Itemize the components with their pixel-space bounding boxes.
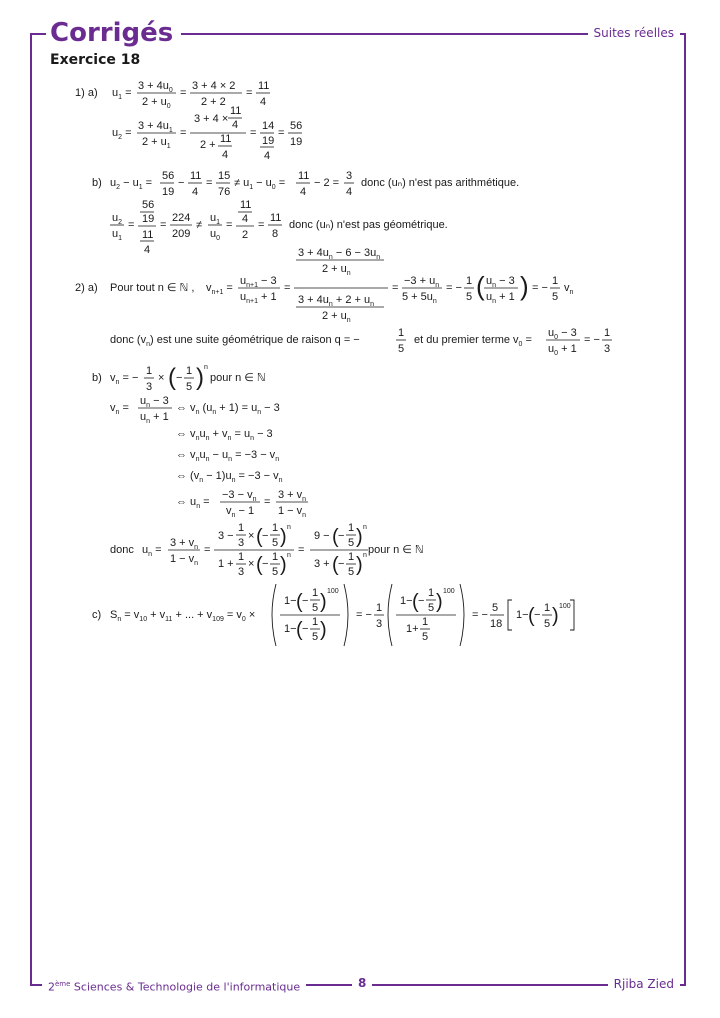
svg-text:1: 1	[552, 275, 559, 287]
svg-text:3: 3	[346, 170, 353, 182]
svg-text:= −: = −	[356, 609, 372, 621]
svg-text:vn =: $v_n$ =	[110, 402, 129, 416]
svg-text:5: 5	[422, 631, 429, 643]
svg-text:): )	[320, 591, 327, 613]
svg-text:u0 + 1: $u_0 + 1$	[548, 343, 577, 357]
svg-text:(: (	[332, 526, 339, 548]
svg-text:vn: $v_n$	[564, 282, 574, 296]
svg-text:11: 11	[240, 199, 252, 211]
svg-text:un − 3: $u_n - 3$	[140, 395, 169, 409]
svg-text:=: =	[160, 219, 167, 231]
svg-text:4: 4	[300, 186, 307, 198]
svg-text:5: 5	[398, 343, 405, 355]
svg-text:=: =	[206, 177, 213, 189]
svg-text:et du premier terme v0 =: et du premier terme $v_0$ =	[414, 334, 532, 348]
svg-text:×: ×	[248, 558, 255, 570]
svg-text:u1 =: $u_1$ =	[112, 87, 132, 101]
svg-text:5: 5	[272, 566, 279, 578]
line-13	[92, 584, 574, 646]
line-label: b)	[92, 177, 102, 189]
line-5	[110, 327, 612, 357]
line-text: Pour tout n ∈ ℕ ,	[110, 282, 195, 294]
line-text: donc	[110, 544, 134, 556]
svg-text:4: 4	[346, 186, 353, 198]
svg-text:(: (	[256, 526, 263, 548]
svg-text:2: 2	[242, 229, 249, 241]
svg-text:19: 19	[162, 186, 175, 198]
svg-text:vn = −: $v_n$ = −	[110, 372, 139, 386]
svg-text:2 + un: $2 + u_n$	[322, 310, 351, 324]
line-6	[92, 364, 266, 393]
svg-text:18: 18	[490, 618, 503, 630]
svg-text:1: 1	[238, 522, 245, 534]
svg-text:=: =	[250, 127, 257, 139]
svg-text:56: 56	[142, 199, 155, 211]
frame-left-rule	[30, 33, 32, 986]
svg-text:): )	[280, 554, 287, 576]
frame-right-rule	[684, 33, 686, 986]
line-text-2: pour n ∈ ℕ	[368, 544, 424, 556]
svg-text:5: 5	[466, 291, 473, 303]
svg-text:⇔ (vn − 1)un = −3 − vn: ⇔ $(v_n - 1)u_n = -3 - v_n$	[176, 470, 283, 484]
svg-text:1 − vn: $1 - v_n$	[278, 505, 307, 519]
svg-text:): )	[356, 526, 363, 548]
svg-text:4: 4	[264, 150, 271, 162]
svg-text:1: 1	[312, 587, 319, 599]
svg-text:5: 5	[348, 566, 355, 578]
svg-text:donc (vn) est une suite géomét: donc $(v_n)$ est une suite géométrique de raison q = −	[110, 334, 360, 348]
svg-text:un + 1: $u_n + 1$	[140, 411, 169, 425]
svg-text:2 + un: $2 + u_n$	[322, 263, 351, 277]
line-3	[110, 199, 448, 256]
svg-text:1: 1	[238, 551, 245, 563]
svg-text:≠: ≠	[196, 219, 203, 231]
svg-text:): )	[356, 554, 363, 576]
svg-text:(: (	[528, 605, 535, 627]
svg-text:n: n	[204, 364, 208, 371]
svg-text:5: 5	[186, 381, 193, 393]
page-title: Corrigés	[46, 18, 181, 48]
svg-text:1−: 1−	[516, 609, 529, 621]
line-label: c)	[92, 609, 102, 621]
line-11	[176, 489, 308, 519]
svg-text:=: =	[392, 282, 399, 294]
line-label: 1) a)	[75, 87, 98, 99]
svg-text:11: 11	[270, 212, 282, 224]
svg-text:4: 4	[222, 149, 229, 161]
footer-page-number: 8	[352, 975, 372, 991]
line-label: 2) a)	[75, 282, 98, 294]
line-12	[110, 522, 424, 578]
svg-text:=: =	[278, 127, 285, 139]
svg-text:1: 1	[604, 327, 611, 339]
svg-text:=: =	[204, 544, 211, 556]
svg-text:56: 56	[162, 170, 175, 182]
exercise-heading: Exercice 18	[50, 52, 146, 68]
svg-text:−: −	[338, 530, 345, 542]
svg-text:= −: = −	[584, 334, 600, 346]
svg-text:(: (	[296, 591, 303, 613]
svg-text:= −: = −	[446, 282, 462, 294]
svg-text:−: −	[302, 623, 309, 635]
svg-text:19: 19	[290, 136, 303, 148]
svg-text:Sn = v10 + v11 + ... + v109 =: $S_n = v_{10} + v_{11}$ + ... + $v_{109} = v_0$ ×	[110, 609, 256, 623]
svg-text:−3 + un: $-3 + u_n$	[404, 275, 440, 289]
line-9	[176, 449, 279, 463]
svg-text:=: =	[264, 496, 271, 508]
svg-text:n: n	[363, 552, 367, 559]
svg-text:n: n	[363, 524, 367, 531]
svg-text:(: (	[168, 364, 176, 391]
footer-author: Rjiba Zied	[608, 976, 680, 992]
svg-text:=: =	[298, 544, 305, 556]
svg-text:3 + vn: $3 + v_n$	[170, 537, 199, 551]
svg-text:5: 5	[552, 291, 559, 303]
svg-text:=: =	[226, 219, 233, 231]
svg-text:⇔ un =: ⇔ $u_n$ =	[176, 496, 210, 510]
svg-text:1 − vn: $1 - v_n$	[170, 553, 199, 567]
svg-text:1: 1	[348, 551, 355, 563]
svg-text:): )	[520, 271, 529, 301]
svg-text:209: 209	[172, 228, 191, 240]
svg-text:2 + u0: $2 + u_0$	[142, 96, 171, 110]
svg-text:−: −	[534, 609, 541, 621]
line-4	[75, 247, 574, 324]
svg-text:4: 4	[192, 186, 199, 198]
svg-text:): )	[436, 591, 443, 613]
svg-text:11: 11	[142, 229, 154, 241]
svg-text:3: 3	[238, 537, 245, 549]
svg-text:−: −	[178, 177, 185, 189]
svg-text:⇔ vnun − un = −3 − vn: ⇔ $v_nu_n - u_n = -3 - v_n$	[176, 449, 280, 463]
svg-text:14: 14	[262, 120, 275, 132]
svg-text:9 −: 9 −	[314, 530, 330, 542]
svg-text:u2 =: $u_2$ =	[112, 127, 132, 141]
svg-text:11: 11	[298, 170, 310, 182]
svg-text:3 + vn: $3 + v_n$	[278, 489, 307, 503]
solution-body	[70, 78, 670, 718]
svg-text:(: (	[412, 591, 419, 613]
svg-text:un =: $u_n$ =	[142, 544, 162, 558]
line-2	[92, 170, 519, 198]
svg-text:1: 1	[272, 522, 279, 534]
svg-text:5: 5	[312, 631, 319, 643]
svg-text:5: 5	[544, 618, 551, 630]
svg-text:− 2 =: − 2 =	[314, 177, 340, 189]
svg-text:−: −	[302, 595, 309, 607]
svg-text:=: =	[284, 282, 291, 294]
svg-text:−: −	[418, 595, 425, 607]
svg-text:n: n	[287, 552, 291, 559]
svg-text:vn+1 =: $v_{n+1}$ =	[206, 282, 233, 296]
svg-text:(: (	[476, 271, 485, 301]
svg-text:= −: = −	[472, 609, 488, 621]
svg-text:1: 1	[428, 587, 435, 599]
svg-text:5: 5	[272, 537, 279, 549]
svg-text:u0 − 3: $u_0 - 3$	[548, 327, 577, 341]
svg-text:224: 224	[172, 212, 191, 224]
svg-text:2 +: 2 +	[200, 139, 216, 151]
svg-text:100: 100	[559, 603, 571, 610]
svg-text:1: 1	[376, 602, 383, 614]
svg-text:3 −: 3 −	[218, 530, 234, 542]
svg-text:): )	[552, 605, 559, 627]
svg-text:3: 3	[604, 343, 611, 355]
svg-text:5: 5	[348, 537, 355, 549]
svg-text:⇔ vnun + vn = un − 3: ⇔ $v_nu_n + v_n = u_n - 3$	[176, 428, 273, 442]
svg-text:un − 3: $u_n - 3$	[486, 275, 515, 289]
svg-text:): )	[196, 364, 204, 391]
svg-text:×: ×	[248, 530, 255, 542]
svg-text:≠ u1 − u0 =: ≠ $u_1 - u_0$ =	[234, 177, 286, 191]
svg-text:2 + 2: 2 + 2	[201, 96, 226, 108]
svg-text:1 +: 1 +	[218, 558, 234, 570]
svg-text:⇔ vn (un + 1) = un − 3: ⇔ $v_n$ $(u_n + 1) = u_n - 3$	[176, 402, 280, 416]
svg-text:1: 1	[312, 616, 319, 628]
svg-text:(: (	[256, 554, 263, 576]
footer-class-rest: Sciences & Technologie de l'informatique	[70, 980, 301, 994]
svg-text:2 + u1: $2 + u_1$	[142, 136, 171, 150]
line-8	[176, 428, 273, 442]
svg-text:1: 1	[398, 327, 405, 339]
svg-text:76: 76	[218, 186, 231, 198]
svg-text:= −: = −	[532, 282, 548, 294]
line-1	[112, 105, 302, 162]
svg-text:(: (	[296, 619, 303, 641]
svg-text:un + 1: $u_n + 1$	[486, 291, 515, 305]
svg-text:3: 3	[376, 618, 383, 630]
svg-text:8: 8	[272, 228, 279, 240]
svg-text:4: 4	[242, 213, 249, 225]
svg-text:1: 1	[146, 365, 153, 377]
svg-text:1: 1	[272, 551, 279, 563]
svg-text:5: 5	[428, 602, 435, 614]
svg-text:11: 11	[220, 133, 232, 145]
footer-class-prefix: 2	[48, 980, 55, 994]
footer-class-sup: ème	[55, 980, 71, 988]
svg-text:): )	[280, 526, 287, 548]
svg-text:n: n	[287, 524, 291, 531]
svg-text:1−: 1−	[400, 595, 413, 607]
line-text: pour n ∈ ℕ	[210, 372, 266, 384]
svg-text:1: 1	[544, 602, 551, 614]
svg-text:4: 4	[232, 119, 239, 131]
svg-text:u0: $u_0$	[210, 228, 221, 242]
svg-text:11: 11	[190, 170, 202, 182]
svg-text:56: 56	[290, 120, 303, 132]
svg-text:19: 19	[142, 213, 155, 225]
svg-text:4: 4	[144, 244, 151, 256]
svg-text:3 + 4 ×: 3 + 4 ×	[194, 113, 229, 125]
svg-text:): )	[320, 619, 327, 641]
svg-text:5 + 5un: $5 + 5u_n$	[402, 291, 437, 305]
svg-text:1: 1	[186, 365, 193, 377]
svg-text:1−: 1−	[284, 623, 297, 635]
svg-text:−3 − vn: $-3 - v_n$	[222, 489, 257, 503]
svg-text:5: 5	[312, 602, 319, 614]
svg-text:(: (	[332, 554, 339, 576]
svg-text:un+1 + 1: $u_{n+1} + 1$	[240, 291, 277, 305]
svg-text:un+1 − 3: $u_{n+1} - 3$	[240, 275, 277, 289]
svg-text:1: 1	[348, 522, 355, 534]
svg-text:3 + 4un + 2 + un: $3 + 4u_n + 2 + u_n$	[298, 294, 375, 308]
line-label: b)	[92, 372, 102, 384]
svg-text:u2 − u1 =: $u_2 - u_1$ =	[110, 177, 153, 191]
svg-text:3: 3	[146, 381, 153, 393]
line-text: donc (uₙ) n'est pas arithmétique.	[361, 177, 520, 189]
svg-text:3 + 4 × 2: 3 + 4 × 2	[192, 80, 236, 92]
line-10	[176, 470, 283, 484]
line-7	[110, 395, 280, 425]
svg-text:11: 11	[230, 105, 242, 117]
svg-text:1: 1	[422, 616, 429, 628]
svg-text:1: 1	[466, 275, 473, 287]
svg-text:1−: 1−	[284, 595, 297, 607]
svg-text:=: =	[180, 127, 187, 139]
svg-text:3: 3	[238, 566, 245, 578]
svg-text:−: −	[262, 558, 269, 570]
svg-text:19: 19	[262, 135, 275, 147]
svg-text:1+: 1+	[406, 623, 419, 635]
svg-text:−: −	[176, 372, 183, 384]
svg-text:vn − 1: $v_n - 1$	[226, 505, 255, 519]
svg-text:u1: $u_1$	[210, 212, 221, 226]
svg-text:3 + 4u0: $3 + 4u_0$	[138, 80, 173, 94]
svg-text:u1: $u_1$	[112, 228, 123, 242]
svg-text:=: =	[258, 219, 265, 231]
footer-class	[42, 976, 306, 996]
svg-text:−: −	[338, 558, 345, 570]
svg-text:×: ×	[158, 372, 165, 384]
svg-text:5: 5	[492, 602, 499, 614]
line-text: donc (uₙ) n'est pas géométrique.	[289, 219, 448, 231]
svg-text:u2: $u_2$	[112, 212, 123, 226]
svg-text:15: 15	[218, 170, 231, 182]
svg-text:4: 4	[260, 96, 267, 108]
svg-text:=: =	[128, 219, 135, 231]
svg-text:=: =	[180, 87, 187, 99]
svg-text:3 + 4un − 6 − 3un: $3 + 4u_n - 6 - 3u_n$	[298, 247, 381, 261]
svg-text:3 + 4u1: $3 + 4u_1$	[138, 120, 173, 134]
svg-text:3 +: 3 +	[314, 558, 330, 570]
svg-text:−: −	[262, 530, 269, 542]
svg-text:=: =	[246, 87, 253, 99]
svg-text:100: 100	[443, 588, 455, 595]
chapter-title: Suites réelles	[588, 25, 680, 41]
svg-text:100: 100	[327, 588, 339, 595]
svg-text:11: 11	[258, 80, 270, 92]
